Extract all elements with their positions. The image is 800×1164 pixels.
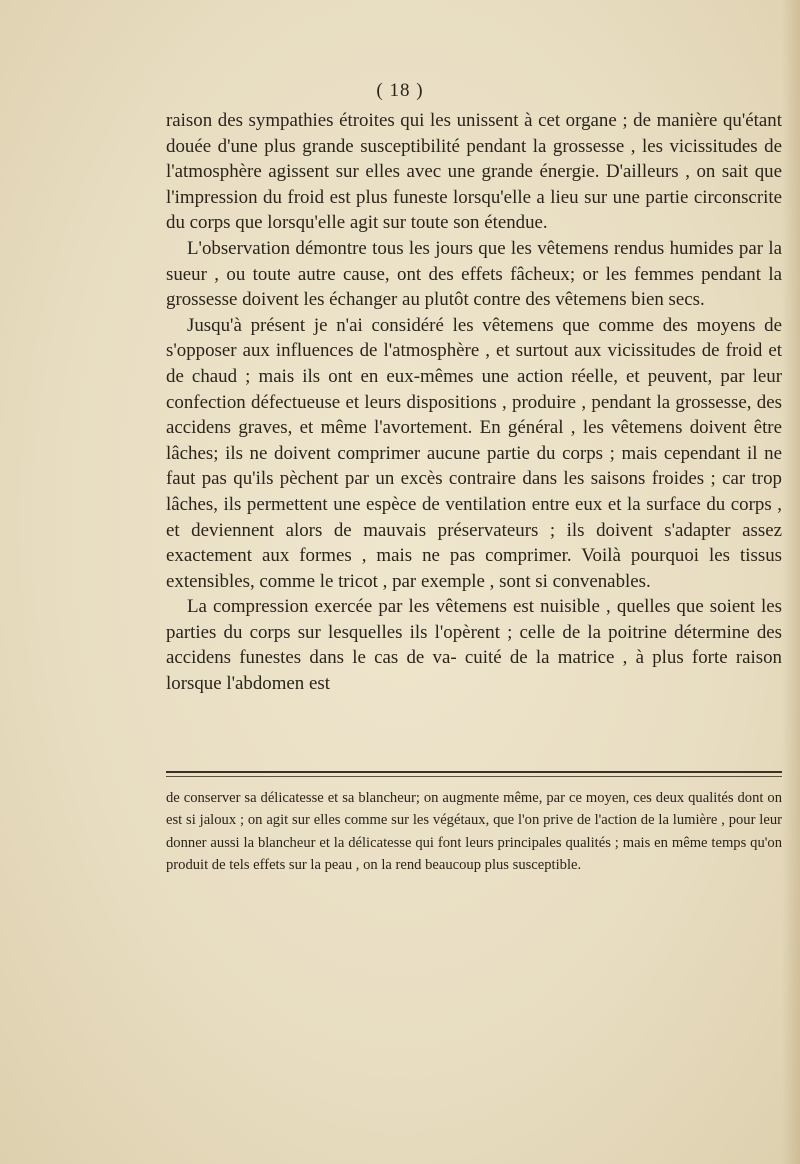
paragraph-1: raison des sympathies étroites qui les unissent à cet organe ; de manière qu'étant douée d'une plus grande susceptibilité pendant la grossesse , les vicissitudes de l'atmosphère agissent sur elles avec une grande énergie. D'ailleurs , on sait que l'impression du froid est plus funeste lorsqu'elle a lieu sur une partie circonscrite du corps que lorsqu'elle agit sur toute son étendue. (166, 110, 782, 234)
paragraph-4: La compression exercée par les vêtemens est nuisible , quelles que soient les parties du corps sur lesquelles ils l'opèrent ; celle de la poitrine détermine des accidens funestes dans le cas de va- cuité de la matrice , à plus forte raison lorsque l'abdomen est (166, 596, 782, 695)
footnote-text: de conserver sa délicatesse et sa blancheur; on augmente même, par ce moyen, ces deux qualités dont on est si jaloux ; on agit sur elles comme sur les végétaux, que l'on prive de l'action de la lumière , pour leur donner aussi la blancheur et la délicatesse qui font leurs principales qualités ; mais en même temps qu'on produit de tels effets sur la peau , on la rend beaucoup plus susceptible. (166, 790, 782, 874)
page-edge-shadow (782, 0, 800, 1164)
footnote (166, 787, 782, 877)
footnote-separator (166, 771, 782, 773)
page-number: ( 18 ) (376, 80, 424, 101)
paragraph-3: Jusqu'à présent je n'ai considéré les vêtemens que comme des moyens de s'opposer aux influences de l'atmosphère , et surtout aux vicissitudes de froid et de chaud ; mais ils ont en eux-mêmes une action réelle, et peuvent, par leur confection défectueuse et leurs dispositions , produire , pendant la grossesse, des accidens graves, et même l'avortement. En général , les vêtemens doivent être lâches; ils ne doivent comprimer aucune partie du corps ; mais cependant il ne faut pas qu'ils pèchent par un excès contraire dans les saisons froides ; car trop lâches, ils permettent une espèce de ventilation entre eux et la surface du corps , et deviennent alors de mauvais préservateurs ; ils doivent s'adapter assez exactement aux formes , mais ne pas comprimer. Voilà pourquoi les tissus extensibles, comme le tricot , par exemple , sont si convenables. (166, 314, 782, 592)
paragraph-2: L'observation démontre tous les jours que les vêtemens rendus humides par la sueur , ou toute autre cause, ont des effets fâcheux; or les femmes pendant la grossesse doivent les échanger au plutôt contre des vêtemens bien secs. (166, 237, 782, 311)
footnote-separator-thin (166, 776, 782, 777)
main-text (166, 108, 782, 697)
